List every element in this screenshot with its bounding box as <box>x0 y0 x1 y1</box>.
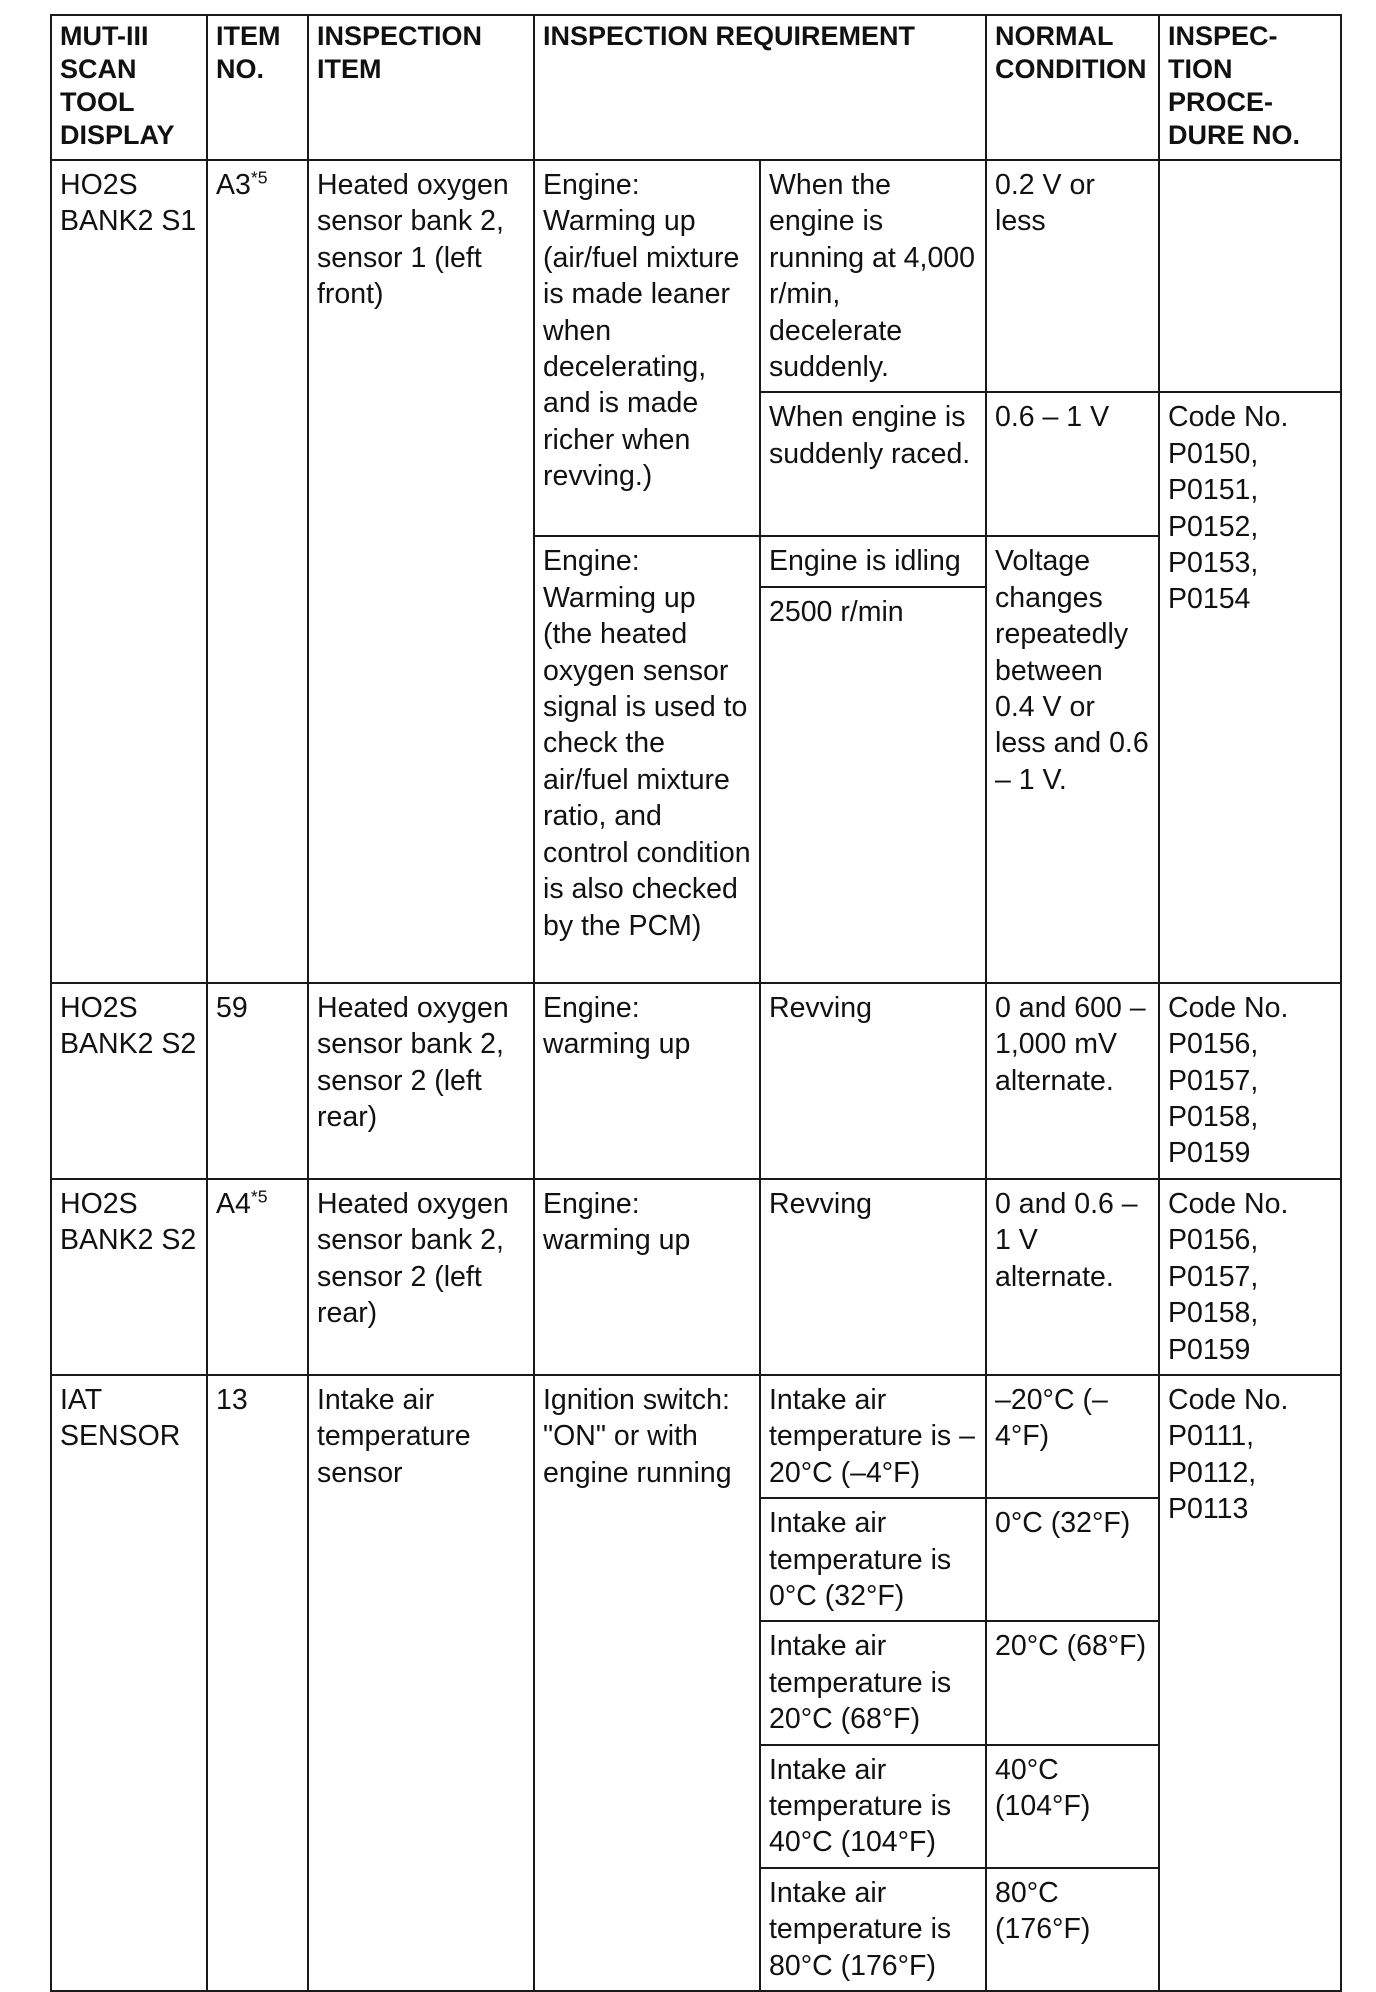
cell-requirement-sub: Intake air temperature is 80°C (176°F) <box>760 1868 986 1991</box>
table-row <box>51 983 1341 1179</box>
cell-normal-condition: 0 and 600 – 1,000 mV alternate. <box>986 983 1159 1179</box>
cell-normal-condition: 20°C (68°F) <box>986 1621 1159 1744</box>
cell-requirement-sub: Revving <box>760 1179 986 1375</box>
table-row <box>51 1375 1341 1498</box>
cell-display: HO2S BANK2 S2 <box>51 983 207 1179</box>
cell-normal-condition: 40°C (104°F) <box>986 1745 1159 1868</box>
cell-requirement-sub: Intake air temperature is 0°C (32°F) <box>760 1498 986 1621</box>
cell-display: HO2S BANK2 S1 <box>51 160 207 983</box>
cell-item-no <box>207 160 308 983</box>
cell-normal-condition: 0.6 – 1 V <box>986 392 1159 536</box>
cell-requirement-sub: When the engine is running at 4,000 r/min, decelerate suddenly. <box>760 160 986 392</box>
cell-inspection-item: Heated oxygen sensor bank 2, sensor 1 (left front) <box>308 160 534 983</box>
cell-normal-condition: 0 and 0.6 – 1 V alternate. <box>986 1179 1159 1375</box>
cell-normal-condition: 0.2 V or less <box>986 160 1159 392</box>
cell-requirement: Engine: Warming up (air/fuel mixture is made leaner when decelerating, and is made richer when revving.) <box>534 160 760 536</box>
cell-requirement-sub: Intake air temperature is –20°C (–4°F) <box>760 1375 986 1498</box>
cell-requirement-sub: 2500 r/min <box>760 587 986 983</box>
cell-normal-condition: 0°C (32°F) <box>986 1498 1159 1621</box>
cell-display: HO2S BANK2 S2 <box>51 1179 207 1375</box>
cell-inspection-item: Intake air temperature sensor <box>308 1375 534 1991</box>
header-normal-condition: NORMAL CONDITION <box>986 15 1159 160</box>
cell-inspection-item: Heated oxygen sensor bank 2, sensor 2 (left rear) <box>308 983 534 1179</box>
item-no-text: A3 <box>216 169 251 201</box>
cell-requirement-sub: Engine is idling <box>760 536 986 586</box>
cell-procedure-empty <box>1159 160 1341 392</box>
cell-procedure-no: Code No. P0150, P0151, P0152, P0153, P0154 <box>1159 392 1341 982</box>
cell-normal-condition: 80°C (176°F) <box>986 1868 1159 1991</box>
item-no-superscript: *5 <box>250 1186 268 1207</box>
cell-display: IAT SENSOR <box>51 1375 207 1991</box>
cell-item-no: 13 <box>207 1375 308 1991</box>
cell-item-no: 59 <box>207 983 308 1179</box>
cell-procedure-no: Code No. P0156, P0157, P0158, P0159 <box>1159 1179 1341 1375</box>
cell-requirement-sub: Intake air temperature is 20°C (68°F) <box>760 1621 986 1744</box>
cell-procedure-no: Code No. P0156, P0157, P0158, P0159 <box>1159 983 1341 1179</box>
header-row <box>51 15 1341 160</box>
header-inspection-requirement: INSPECTION REQUIREMENT <box>534 15 986 160</box>
table-row <box>51 160 1341 392</box>
inspection-table <box>50 14 1342 1992</box>
header-inspection-item: INSPECTION ITEM <box>308 15 534 160</box>
cell-normal-condition: –20°C (–4°F) <box>986 1375 1159 1498</box>
cell-requirement-sub: When engine is suddenly raced. <box>760 392 986 536</box>
cell-requirement-sub: Revving <box>760 983 986 1179</box>
cell-procedure-no: Code No. P0111, P0112, P0113 <box>1159 1375 1341 1991</box>
table-row <box>51 1179 1341 1375</box>
cell-requirement-sub: Intake air temperature is 40°C (104°F) <box>760 1745 986 1868</box>
header-scan-tool-display: MUT-III SCAN TOOL DISPLAY <box>51 15 207 160</box>
cell-requirement: Ignition switch: "ON" or with engine running <box>534 1375 760 1991</box>
cell-requirement: Engine: warming up <box>534 983 760 1179</box>
header-item-no: ITEM NO. <box>207 15 308 160</box>
item-no-text: A4 <box>216 1187 251 1220</box>
cell-requirement: Engine: warming up <box>534 1179 760 1375</box>
cell-item-no <box>207 1179 308 1375</box>
cell-normal-condition: Voltage changes repeatedly between 0.4 V or less and 0.6 – 1 V. <box>986 536 1159 982</box>
cell-inspection-item: Heated oxygen sensor bank 2, sensor 2 (left rear) <box>308 1179 534 1375</box>
cell-requirement: Engine: Warming up (the heated oxygen sensor signal is used to check the air/fuel mixture ratio, and control condition is also checked by the PCM) <box>534 536 760 982</box>
item-no-superscript: *5 <box>250 167 268 188</box>
header-procedure-no: INSPEC-TION PROCE-DURE NO. <box>1159 15 1341 160</box>
